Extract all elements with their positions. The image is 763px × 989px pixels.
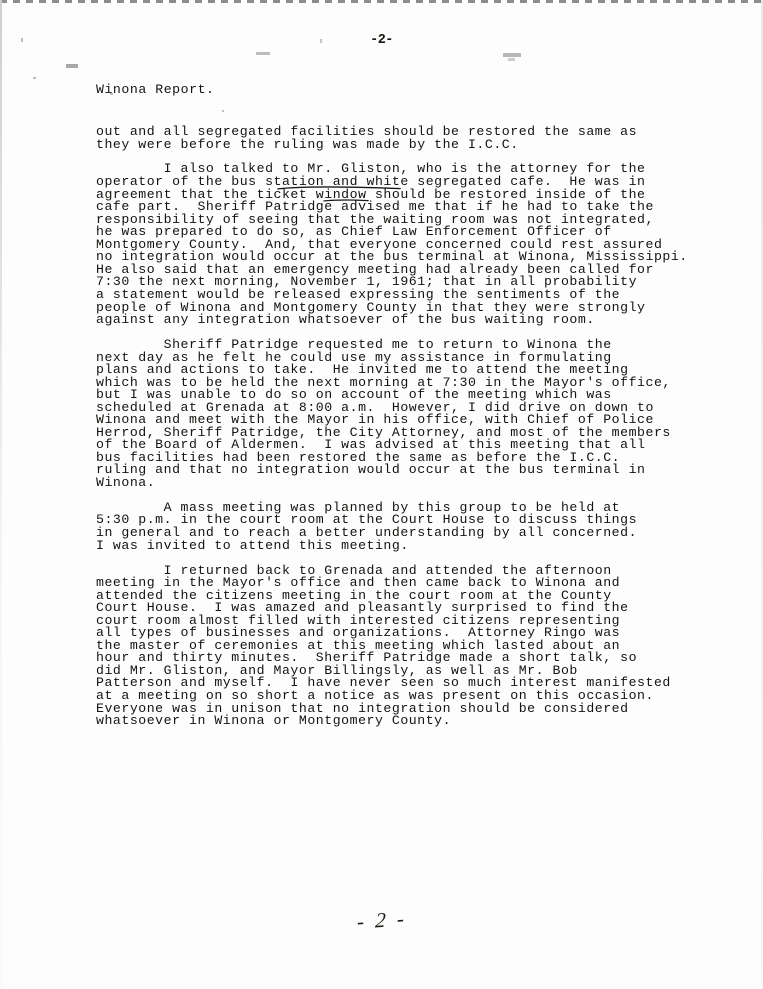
- text-line: court room almost filled with interested citizens representing: [96, 612, 621, 628]
- text-line: ruling and that no integration would occur at the bus terminal in: [96, 462, 646, 478]
- text-line: out and all segregated facilities should be restored the same as: [96, 124, 638, 139]
- text-line: I returned back to Grenada and attended the afternoon: [96, 562, 612, 578]
- text-line: a statement would be released expressing the sentiments of the: [96, 286, 621, 302]
- text-line: Montgomery County. And, that everyone concerned could rest assured: [96, 236, 663, 252]
- page-number-footer: [0, 908, 763, 933]
- scan-speck: [33, 77, 36, 79]
- text-line: meeting in the Mayor's office and then came back to Winona and: [96, 575, 621, 591]
- paragraph: [96, 126, 696, 151]
- text-line: Patterson and myself. I have never seen so much interest manifested: [96, 675, 671, 691]
- text-line: at a meeting on so short a notice as was present on this occasion.: [96, 687, 654, 703]
- text-line: Herrod, Sheriff Patridge, the City Attorney, and most of the members: [96, 424, 671, 440]
- page-number-header: -2-: [370, 33, 393, 48]
- text-line: scheduled at Grenada at 8:00 a.m. However, I did drive on down to: [96, 399, 654, 415]
- text-line: responsibility of seeing that the waiting room was not integrated,: [96, 211, 654, 227]
- text-line: 5:30 p.m. in the court room at the Court House to discuss things: [96, 512, 638, 528]
- text-line: Everyone was in unison that no integration should be considered: [96, 700, 629, 716]
- document-body: [96, 126, 696, 728]
- text-line: 7:30 the next morning, November 1, 1961; that in all probability: [96, 274, 638, 290]
- scan-speck: [222, 110, 224, 112]
- scan-smudge: [508, 58, 515, 61]
- text-line: people of Winona and Montgomery County in that they were strongly: [96, 299, 646, 315]
- text-line: plans and actions to take. He invited me to attend the meeting: [96, 362, 629, 378]
- text-line: in general and to reach a better understanding by all concerned.: [96, 525, 638, 541]
- text-line: attended the citizens meeting in the court room at the County: [96, 587, 612, 603]
- text-line: I was invited to attend this meeting.: [96, 537, 409, 553]
- text-line: against any integration whatsoever of the bus waiting room.: [96, 312, 595, 328]
- text-line: cafe part. Sheriff Patridge advised me that if he had to take the: [96, 199, 654, 215]
- text-line: I also talked to Mr. Gliston, who is the attorney for the: [96, 161, 646, 177]
- scan-smudge: [66, 64, 78, 68]
- text-line: did Mr. Gliston, and Mayor Billingsly, as well as Mr. Bob: [96, 662, 578, 678]
- paragraph: [96, 163, 696, 326]
- scan-smudge: [256, 52, 270, 55]
- text-line: they were before the ruling was made by the I.C.C.: [96, 136, 519, 152]
- text-line: whatsoever in Winona or Montgomery County.: [96, 713, 452, 729]
- scan-edge-top: [0, 0, 763, 3]
- text-line: Winona and meet with the Mayor in his office, with Chief of Police: [96, 412, 654, 428]
- text-line: but I was unable to do so on account of the meeting which was: [96, 387, 612, 403]
- paragraph: [96, 336, 696, 490]
- text-line: Court House. I was amazed and pleasantly surprised to find the: [96, 600, 629, 616]
- text-line: Winona.: [96, 475, 156, 490]
- text-line: bus facilities had been restored the same as before the I.C.C.: [96, 449, 621, 465]
- scan-smudge: [503, 53, 521, 57]
- scan-edge-left: [0, 0, 2, 989]
- text-line: no integration would occur at the bus terminal at Winona, Mississippi.: [96, 249, 688, 265]
- text-line: of the Board of Aldermen. I was advised at this meeting that all: [96, 437, 646, 453]
- text-line: He also said that an emergency meeting had already been called for: [96, 261, 654, 277]
- text-line: he was prepared to do so, as Chief Law Enforcement Officer of: [96, 224, 612, 240]
- text-line: the master of ceremonies at this meeting which lasted about an: [96, 637, 621, 653]
- page-number-footer-text: - 2 -: [355, 906, 408, 934]
- text-line: hour and thirty minutes. Sheriff Patridge made a short talk, so: [96, 650, 638, 666]
- text-line: all types of businesses and organizations. Attorney Ringo was: [96, 625, 621, 641]
- text-line: which was to be held the next morning at 7:30 in the Mayor's office,: [96, 374, 671, 390]
- paragraph: [96, 562, 696, 729]
- paragraph: [96, 499, 696, 553]
- text-line: agreement that the ticket window should be restored inside of the: [96, 186, 646, 202]
- text-line: A mass meeting was planned by this group to be held at: [96, 499, 621, 515]
- text-line: operator of the bus station and white segregated cafe. He was in: [96, 174, 646, 190]
- text-line: Sheriff Patridge requested me to return to Winona the: [96, 336, 612, 352]
- text-line: next day as he felt he could use my assistance in formulating: [96, 349, 612, 365]
- report-caption: Winona Report.: [96, 82, 215, 97]
